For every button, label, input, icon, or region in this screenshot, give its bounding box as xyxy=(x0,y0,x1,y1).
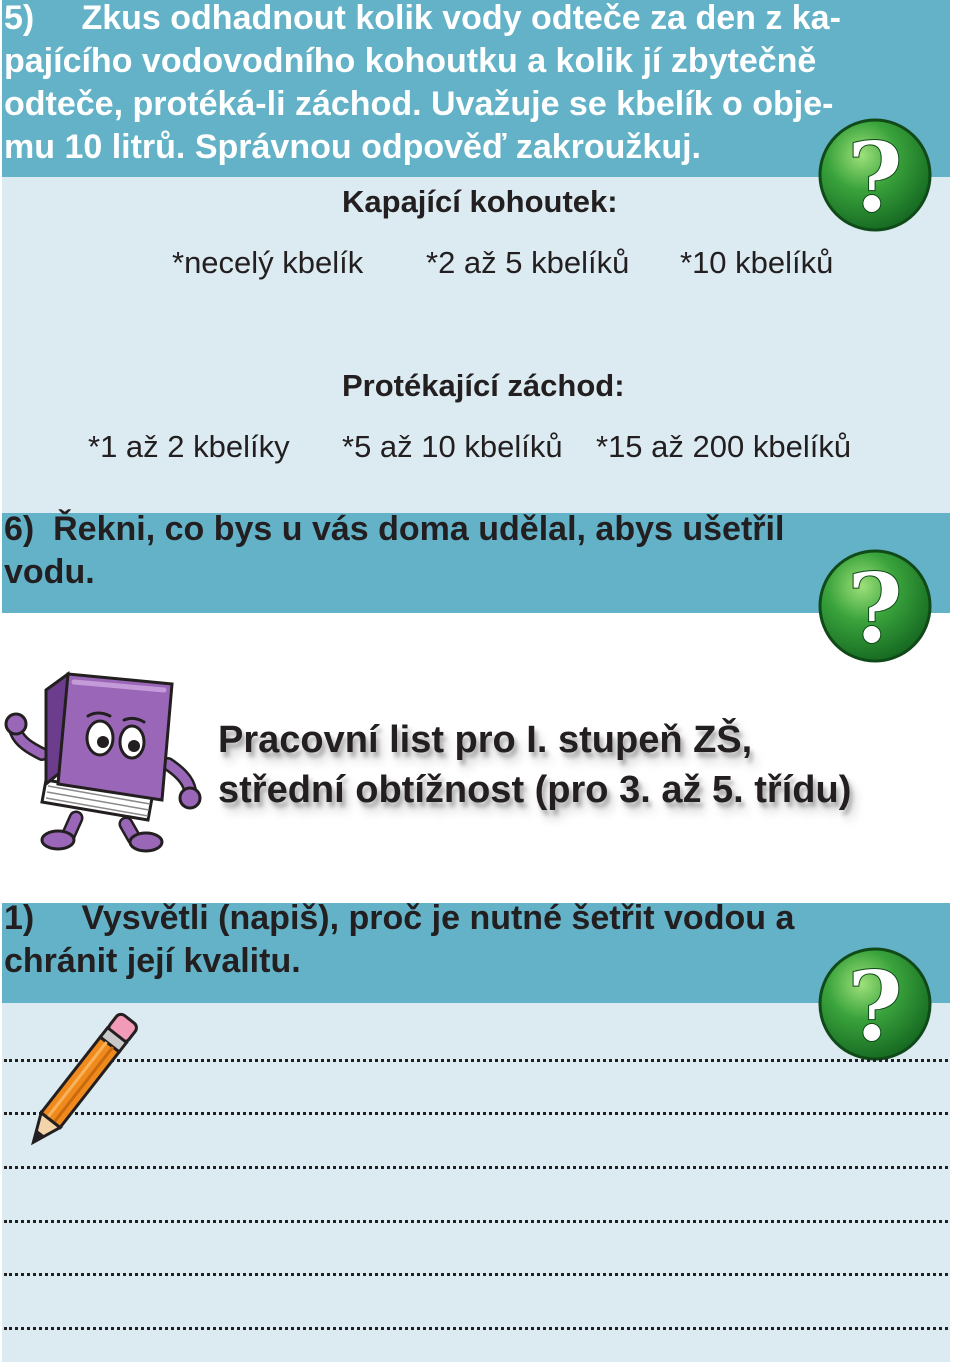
svg-text:?: ? xyxy=(846,121,904,233)
question5-line-3: odteče, protéká-li záchod. Uvažuje se kbelík o obje- xyxy=(4,85,834,123)
answer-line[interactable] xyxy=(4,1273,948,1276)
answer-line[interactable] xyxy=(4,1112,948,1115)
question5-line-4: mu 10 litrů. Správnou odpověď zakroužkuj. xyxy=(4,128,701,166)
question1-line-2: chránit její kvalitu. xyxy=(4,942,301,980)
toilet-option-1[interactable]: *1 až 2 kbelíky xyxy=(88,429,290,464)
tap-option-3[interactable]: *10 kbelíků xyxy=(680,245,834,280)
question-mark-icon xyxy=(817,548,933,664)
question-mark-icon xyxy=(817,946,933,1062)
toilet-option-3[interactable]: *15 až 200 kbelíků xyxy=(596,429,852,464)
question5-line-1: 5) Zkus odhadnout kolik vody odteče za den z ka- xyxy=(4,0,841,37)
question-mark-icon xyxy=(817,117,933,233)
svg-text:?: ? xyxy=(846,950,904,1062)
tap-option-1[interactable]: *necelý kbelík xyxy=(172,245,364,280)
tap-option-2[interactable]: *2 až 5 kbelíků xyxy=(426,245,630,280)
toilet-option-2[interactable]: *5 až 10 kbelíků xyxy=(342,429,563,464)
question6-line-2: vodu. xyxy=(4,553,95,591)
question5-line-2: pajícího vodovodního kohoutku a kolik jí zbytečně xyxy=(4,42,817,80)
tap-heading: Kapající kohoutek: xyxy=(342,184,618,219)
question1-answer-panel xyxy=(2,1003,950,1362)
toilet-heading: Protékající záchod: xyxy=(342,368,625,403)
answer-line[interactable] xyxy=(4,1166,948,1169)
question1-line-1: 1) Vysvětli (napiš), proč je nutné šetřit vodou a xyxy=(4,899,795,937)
worksheet-title-line-2: střední obtížnost (pro 3. až 5. třídu) xyxy=(218,769,852,811)
book-mascot-icon xyxy=(2,668,202,853)
pencil-icon xyxy=(22,1005,142,1155)
question6-line-1: 6) Řekni, co bys u vás doma udělal, abys ušetřil xyxy=(4,510,785,548)
answer-line[interactable] xyxy=(4,1220,948,1223)
svg-text:?: ? xyxy=(846,552,904,664)
worksheet-title-line-1: Pracovní list pro I. stupeň ZŠ, xyxy=(218,719,753,761)
answer-line[interactable] xyxy=(4,1327,948,1330)
answer-line[interactable] xyxy=(4,1059,948,1062)
